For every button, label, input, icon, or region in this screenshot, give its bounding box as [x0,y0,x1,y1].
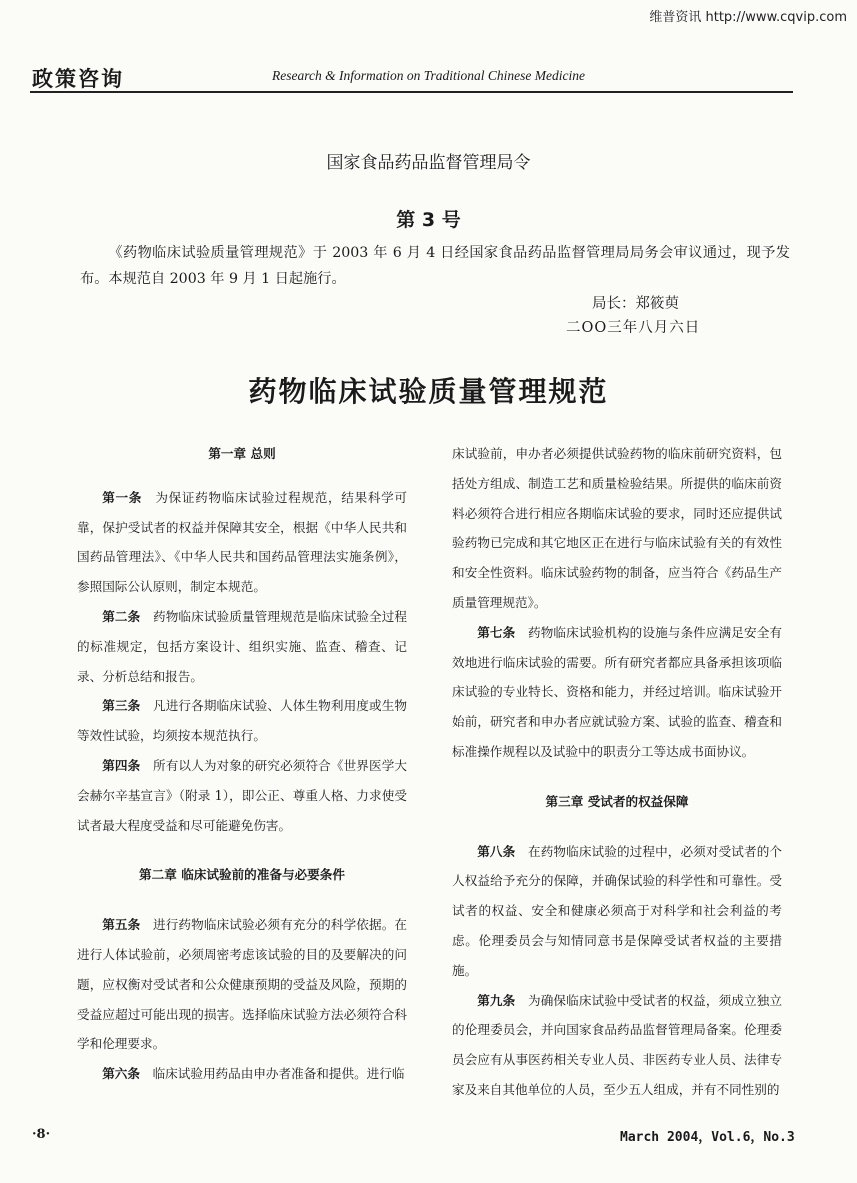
order-title: 国家食品药品监督管理局令 [326,153,531,173]
article-label: 第七条 [477,624,516,640]
article-text: 为保证药物临床试验过程规范，结果科学可靠，保护受试者的权益并保障其安全，根据《中华人民共和国药品管理法》、《中华人民共和国药品管理法实施条例》，参照国际公认原则，制定本规范。 [77,489,408,595]
chapter-heading: 第一章 总则 [208,446,276,461]
article-label: 第一条 [102,489,143,505]
article-1 [77,483,407,602]
chapter-heading: 第三章 受试者的权益保障 [545,793,689,809]
page-number: ·8· [32,1127,51,1142]
right-column [452,439,782,1105]
spacer [452,817,782,837]
order-signer: 局长：郑筱萸 [592,296,679,312]
article-text: 药物临床试验机构的设施与条件应满足安全有效地进行临床试验的需要。所有研究者都应具备承担该项临床试验的专业特长、资格和能力，并经过培训。临床试验开始前，研究者和申办者应就试验方案、试验的监查、稽查和标准操作规程以及试验中的职责分工等达成书面协议。 [452,624,783,759]
article-7 [452,618,782,767]
spacer [77,469,407,483]
article-3 [77,691,407,751]
article-5 [77,910,407,1059]
article-text: 药物临床试验质量管理规范是临床试验全过程的标准规定，包括方案设计、组织实施、监查、稽查、记录、分析总结和报告。 [77,608,408,684]
article-6 [77,1059,407,1089]
order-intro [80,240,790,292]
article-text: 在药物临床试验的过程中，必须对受试者的个人权益给予充分的保障，并确保试验的科学性和可靠性。受试者的权益、安全和健康必须高于对科学和社会利益的考虑。伦理委员会与知情同意书是保障受试者权益的主要措施。 [452,843,783,978]
watermark: 维普资讯 http://www.cqvip.com [649,10,847,25]
issue-info: March 2004，Vol.6，No.3 [620,1130,795,1145]
regulation-title: 药物临床试验质量管理规范 [248,375,609,408]
article-4 [77,751,407,840]
article-6-continued: 床试验前，申办者必须提供试验药物的临床前研究资料，包括处方组成、制造工艺和质量检验结果。所提供的临床前资料必须符合进行相应各期临床试验的要求，同时还应提供试验药物已完成和其它地区正在进行与临床试验有关的有效性和安全性资料。临床试验药物的制备，应当符合《药品生产质量管理规范》。 [452,446,782,610]
article-label: 第八条 [477,843,516,859]
journal-section-title: 政策咨询 [32,67,124,91]
article-text: 为确保临床试验中受试者的权益，须成立独立的伦理委员会，并向国家食品药品监督管理局备案。伦理委员会应有从事医药相关专业人员、非医药专业人员、法律专家及来自其他单位的人员，至少五人组成，并有不同性别的 [452,992,783,1097]
header-rule [30,91,793,93]
left-column [77,439,407,1089]
spacer [77,840,407,860]
article-text: 凡进行各期临床试验、人体生物利用度或生物等效性试验，均须按本规范执行。 [77,698,408,744]
article-9 [452,986,782,1105]
article-text: 所有以人为对象的研究必须符合《世界医学大会赫尔辛基宣言》（附录 1），即公正、尊重人格、力求使受试者最大程度受益和尽可能避免伤害。 [77,757,408,833]
order-intro-text: 《药物临床试验质量管理规范》于 2003 年 6 月 4 日经国家食品药品监督管理局局务会审议通过，现予发布。本规范自 2003 年 9 月 1 日起施行。 [80,245,790,287]
spacer [77,890,407,910]
article-text: 临床试验用药品由申办者准备和提供。进行临 [152,1066,405,1082]
chapter-heading: 第二章 临床试验前的准备与必要条件 [139,867,345,883]
spacer [452,767,782,787]
article-label: 第六条 [102,1066,140,1082]
article-label: 第四条 [102,757,141,773]
article-label: 第九条 [477,992,516,1008]
article-label: 第五条 [102,917,141,933]
article-8 [452,837,782,986]
order-date: 二OO三年八月六日 [566,320,701,336]
article-label: 第二条 [102,608,141,624]
article-text: 进行药物临床试验必须有充分的科学依据。在进行人体试验前，必须周密考虑该试验的目的及要解决的问题，应权衡对受试者和公众健康预期的受益及风险，预期的受益应超过可能出现的损害。选择临床试验方法必须符合科学和伦理要求。 [77,917,408,1052]
order-number: 第 3 号 [396,209,461,231]
journal-name: Research & Information on Traditional Chinese Medicine [272,68,585,83]
article-2 [77,602,407,691]
article-label: 第三条 [102,698,141,714]
